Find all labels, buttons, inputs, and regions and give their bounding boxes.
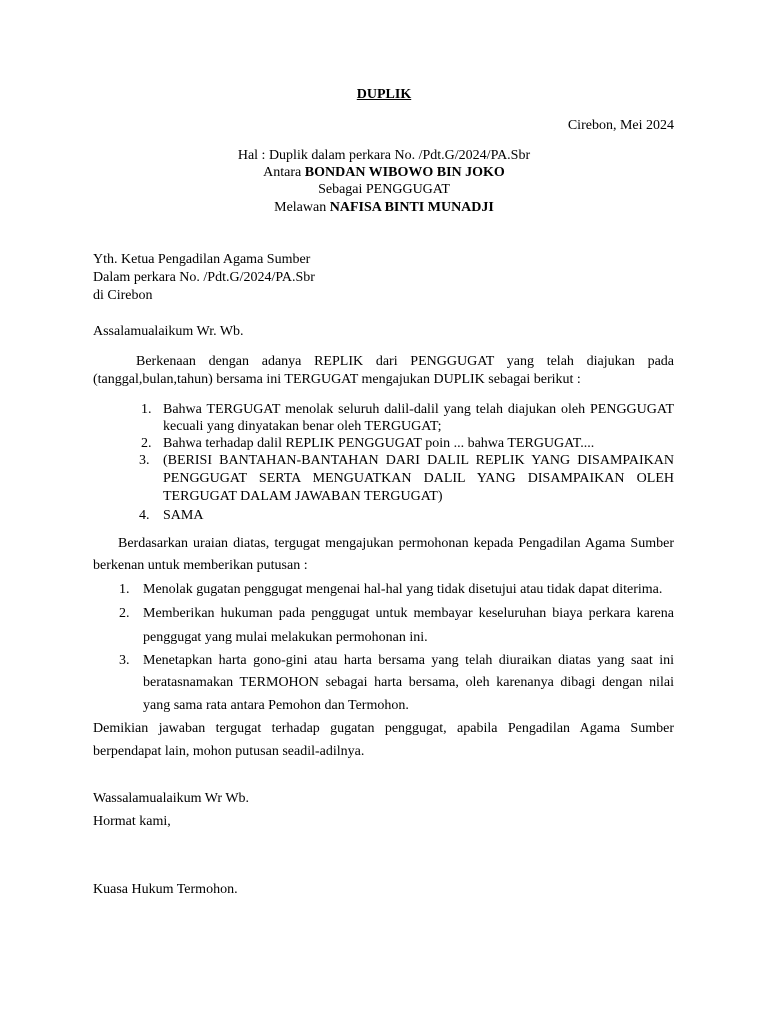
regards: Hormat kami, bbox=[93, 814, 171, 829]
list-item-text: PENGGUGAT SERTA MENGUATKAN DALIL YANG DISAMPAIKAN OLEH bbox=[163, 471, 674, 486]
list-item-text: penggugat yang mulai melakukan permohonan ini. bbox=[143, 630, 428, 645]
closing-line-1: Demikian jawaban tergugat terhadap gugatan penggugat, apabila Pengadilan Agama Sumber bbox=[93, 721, 674, 736]
basis-line-1: Berdasarkan uraian diatas, tergugat mengajukan permohonan kepada Pengadilan Agama Sumber bbox=[118, 536, 674, 551]
greeting: Assalamualaikum Wr. Wb. bbox=[93, 324, 244, 339]
list-item-text: yang sama rata antara Pemohon dan Termohon. bbox=[143, 698, 409, 713]
list-item-text: beratasnamakan TERMOHON sebagai harta bersama, oleh karenanya dibagi dengan nilai bbox=[143, 675, 674, 690]
list-item-number: 1. bbox=[141, 402, 152, 417]
intro-line-1: Berkenaan dengan adanya REPLIK dari PENGGUGAT yang telah diajukan pada bbox=[136, 354, 674, 369]
list-item-text: Bahwa terhadap dalil REPLIK PENGGUGAT poin ... bahwa TERGUGAT.... bbox=[163, 436, 595, 451]
intro-line-2: (tanggal,bulan,tahun) bersama ini TERGUGAT mengajukan DUPLIK sebagai berikut : bbox=[93, 372, 581, 387]
list-item-number: 3. bbox=[119, 653, 130, 668]
list-item-text: kecuali yang dinyatakan benar oleh TERGUGAT; bbox=[163, 419, 442, 434]
list-item-text: SAMA bbox=[163, 508, 204, 523]
list-item-number: 3. bbox=[139, 453, 150, 468]
list-item-text: Menetapkan harta gono-gini atau harta bersama yang telah diuraikan diatas yang saat ini bbox=[143, 653, 674, 668]
list-item-text: (BERISI BANTAHAN-BANTAHAN DARI DALIL REPLIK YANG DISAMPAIKAN bbox=[163, 453, 674, 468]
list-item-text: Menolak gugatan penggugat mengenai hal-hal yang tidak disetujui atau tidak dapat diterima. bbox=[143, 582, 663, 597]
list-item-number: 2. bbox=[141, 436, 152, 451]
farewell: Wassalamualaikum Wr Wb. bbox=[93, 791, 250, 806]
plaintiff-role: Sebagai PENGGUGAT bbox=[318, 182, 450, 197]
address-line-2: Dalam perkara No. /Pdt.G/2024/PA.Sbr bbox=[93, 270, 315, 285]
list-item-number: 2. bbox=[119, 606, 130, 621]
list-item-number: 4. bbox=[139, 508, 150, 523]
basis-line-2: berkenan untuk memberikan putusan : bbox=[93, 558, 308, 573]
versus-line: Melawan NAFISA BINTI MUNADJI bbox=[274, 200, 494, 215]
list-item-text: TERGUGAT DALAM JAWABAN TERGUGAT) bbox=[163, 489, 443, 504]
address-line-1: Yth. Ketua Pengadilan Agama Sumber bbox=[93, 252, 311, 267]
closing-line-2: berpendapat lain, mohon putusan seadil-adilnya. bbox=[93, 744, 365, 759]
list-item-text: Bahwa TERGUGAT menolak seluruh dalil-dalil yang telah diajukan oleh PENGGUGAT bbox=[163, 402, 674, 417]
date-line: Cirebon, Mei 2024 bbox=[567, 118, 674, 133]
address-line-3: di Cirebon bbox=[93, 288, 153, 303]
defendant-name: NAFISA BINTI MUNADJI bbox=[329, 200, 494, 215]
plaintiff-name: BONDAN WIBOWO BIN JOKO bbox=[304, 165, 505, 180]
signature-line: Kuasa Hukum Termohon. bbox=[93, 882, 238, 897]
subject-line: Hal : Duplik dalam perkara No. /Pdt.G/2024/PA.Sbr bbox=[237, 148, 531, 163]
list-item-text: Memberikan hukuman pada penggugat untuk membayar keseluruhan biaya perkara karena bbox=[143, 606, 674, 621]
between-line: Antara BONDAN WIBOWO BIN JOKO bbox=[263, 165, 505, 180]
document-title: DUPLIK bbox=[356, 87, 412, 102]
list-item-number: 1. bbox=[119, 582, 130, 597]
